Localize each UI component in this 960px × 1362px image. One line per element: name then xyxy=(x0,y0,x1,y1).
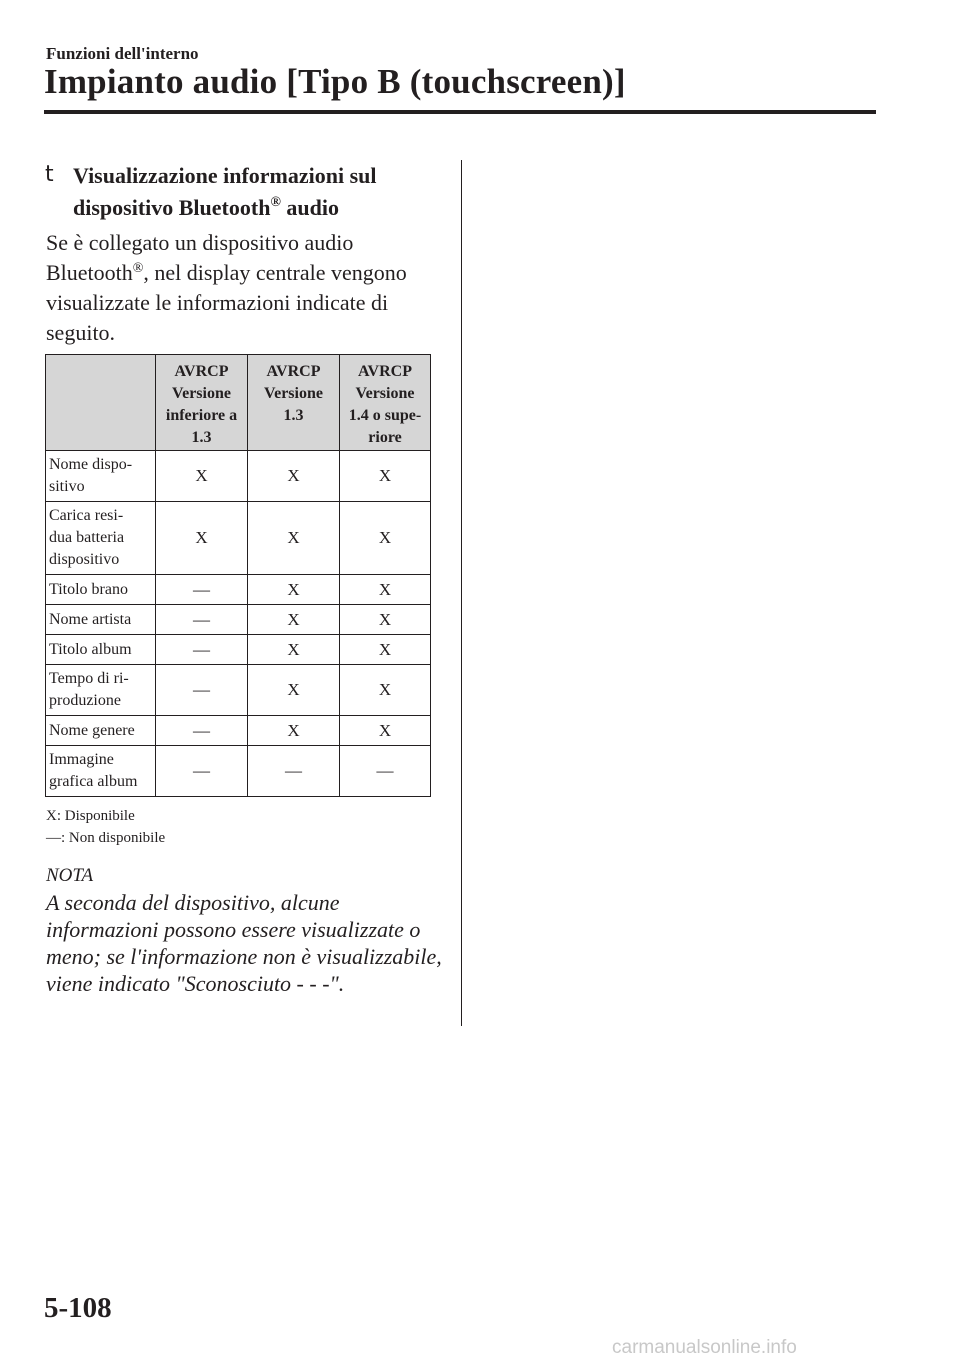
row-label-line: Tempo di ri- xyxy=(49,670,129,687)
table-cell: X xyxy=(248,665,340,716)
intro-part1: Se è collegato un dispositivo audio Bluetooth xyxy=(46,230,354,285)
note-text: A seconda del dispositivo, alcune informazioni possono essere visualizzate o meno; se l'informazione non è visualizzabile, viene indicato "Sconosciuto - - -". xyxy=(46,890,442,996)
table-cell: X xyxy=(340,502,431,575)
legend-not-available: —: Non disponibile xyxy=(46,830,166,846)
row-label-line: dispositivo xyxy=(49,551,120,568)
table-cell: X xyxy=(248,716,340,746)
row-label xyxy=(46,665,156,716)
table-header-cell xyxy=(340,355,431,451)
row-label-line: Nome artista xyxy=(49,610,132,628)
page-number: 5-108 xyxy=(44,1292,112,1324)
table-cell: — xyxy=(156,635,248,665)
avrcp-info-table xyxy=(45,354,431,797)
header-text-line: AVRCP xyxy=(174,363,229,380)
heading-registered-mark: ® xyxy=(270,195,281,210)
row-label-line: dua batteria xyxy=(49,529,125,546)
header-text-line: riore xyxy=(368,429,402,446)
row-label xyxy=(46,451,156,502)
table-cell: X xyxy=(248,635,340,665)
table-row xyxy=(46,451,431,502)
table-row xyxy=(46,665,431,716)
table-row xyxy=(46,502,431,575)
table-cell: — xyxy=(248,746,340,797)
table-cell: X xyxy=(340,575,431,605)
title-rule xyxy=(44,110,876,114)
table-row xyxy=(46,635,431,665)
row-label xyxy=(46,635,156,665)
table-cell: — xyxy=(156,716,248,746)
note-label: NOTA xyxy=(46,865,94,886)
table-cell: X xyxy=(248,451,340,502)
table-cell: — xyxy=(156,746,248,797)
table-cell: X xyxy=(340,635,431,665)
table-row xyxy=(46,716,431,746)
header-text-line: 1.3 xyxy=(191,429,212,446)
table-cell: X xyxy=(248,502,340,575)
row-label xyxy=(46,502,156,575)
legend-available: X: Disponibile xyxy=(46,808,135,824)
row-label-line: Titolo brano xyxy=(49,580,128,598)
column-divider xyxy=(461,160,462,1026)
row-label xyxy=(46,575,156,605)
table-header-cell xyxy=(248,355,340,451)
heading-line2: dispositivo Bluetooth xyxy=(73,195,271,220)
table-cell: — xyxy=(156,665,248,716)
table-cell: — xyxy=(340,746,431,797)
row-label-line: Nome dispo- xyxy=(49,456,133,473)
table-header-row xyxy=(46,355,431,451)
table-cell: — xyxy=(156,575,248,605)
row-label xyxy=(46,605,156,635)
row-label-line: Immagine xyxy=(49,751,114,768)
header-text-line: Versione xyxy=(172,385,231,402)
intro-part2: , nel display centrale vengono visualizzate le informazioni indicate di seguito. xyxy=(46,260,407,345)
intro-registered-mark: ® xyxy=(132,261,144,276)
row-label-line: Carica resi- xyxy=(49,507,124,524)
header-text-line: 1.3 xyxy=(283,407,304,424)
row-label-line: sitivo xyxy=(49,478,85,495)
table-cell: X xyxy=(340,451,431,502)
table-cell: X xyxy=(248,575,340,605)
page-title: Impianto audio [Tipo B (touchscreen)] xyxy=(44,62,626,101)
table-header-cell xyxy=(156,355,248,451)
row-label-line: grafica album xyxy=(49,773,138,790)
table-cell: X xyxy=(340,605,431,635)
header-text-line: AVRCP xyxy=(358,363,412,380)
header-text-line: Versione xyxy=(355,385,415,402)
intro-paragraph xyxy=(46,228,446,348)
table-cell: X xyxy=(248,605,340,635)
row-label-line: Nome genere xyxy=(49,721,135,739)
table-header-cell xyxy=(46,355,156,451)
watermark: carmanualsonline.info xyxy=(612,1337,797,1358)
header-text-line: 1.4 o supe- xyxy=(348,407,422,424)
table-row xyxy=(46,746,431,797)
table-cell: X xyxy=(156,502,248,575)
heading-line1: Visualizzazione informazioni sul xyxy=(73,163,377,188)
heading-line2-end: audio xyxy=(280,195,339,220)
section-bullet-icon: t xyxy=(45,162,54,187)
header-text-line: Versione xyxy=(264,385,323,402)
row-label xyxy=(46,746,156,797)
table-body xyxy=(46,451,431,797)
table-cell: X xyxy=(340,716,431,746)
section-heading xyxy=(73,160,453,224)
table-cell: — xyxy=(156,605,248,635)
table-cell: X xyxy=(340,665,431,716)
header-text-line: AVRCP xyxy=(266,363,321,380)
table-row xyxy=(46,575,431,605)
header-text-line: inferiore a xyxy=(165,407,238,424)
section-label: Funzioni dell'interno xyxy=(46,44,199,63)
row-label-line: Titolo album xyxy=(49,640,132,658)
table-row xyxy=(46,605,431,635)
row-label xyxy=(46,716,156,746)
row-label-line: produzione xyxy=(49,692,121,709)
table-cell: X xyxy=(156,451,248,502)
